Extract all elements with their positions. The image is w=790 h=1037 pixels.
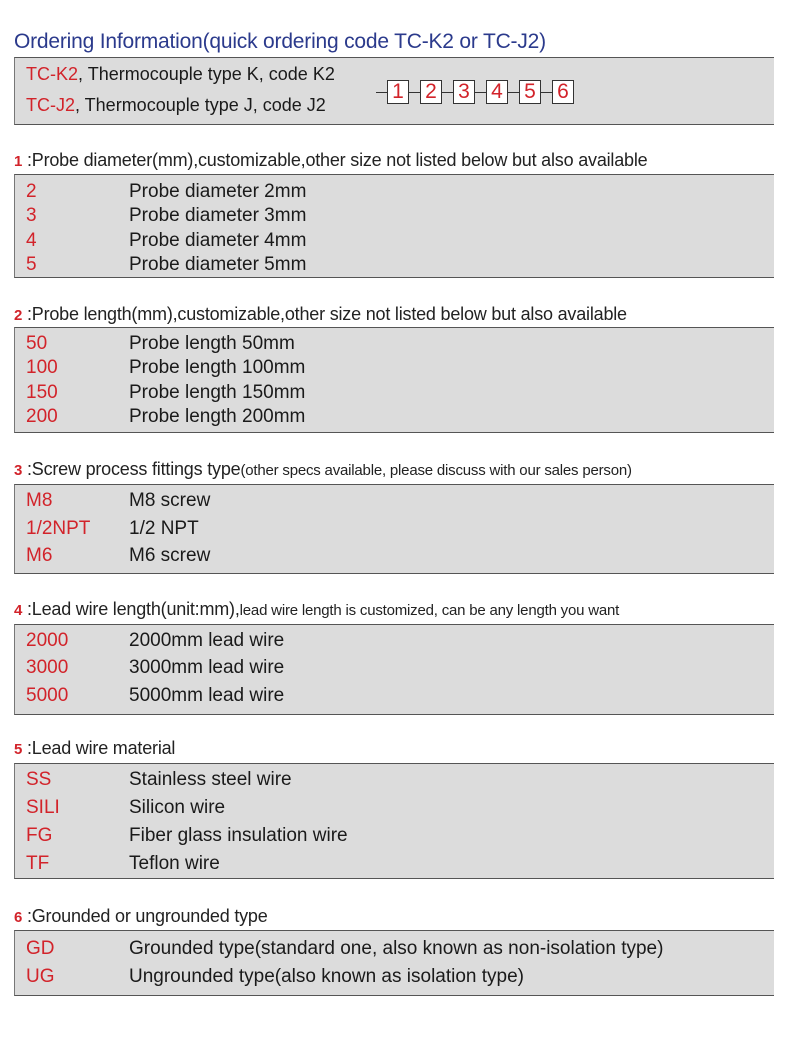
option-code: SS	[26, 769, 52, 790]
option-code: M8	[26, 490, 53, 511]
section-4-header	[14, 599, 619, 620]
section-2-header	[14, 304, 627, 325]
option-desc: Ungrounded type(also known as isolation type)	[129, 966, 525, 987]
option-desc: Stainless steel wire	[129, 769, 292, 790]
option-desc: Probe length 150mm	[129, 382, 306, 403]
option-desc: Grounded type(standard one, also known as non-isolation type)	[129, 938, 664, 959]
option-desc: M8 screw	[129, 490, 211, 511]
option-desc: M6 screw	[129, 545, 211, 566]
section-3-box	[14, 484, 774, 574]
code-dash	[508, 92, 519, 93]
section-5-header	[14, 738, 175, 759]
quick-line-j2	[26, 95, 326, 116]
option-code: UG	[26, 966, 55, 987]
page-title: Ordering Information(quick ordering code TC-K2 or TC-J2)	[14, 30, 546, 53]
option-desc: 5000mm lead wire	[129, 685, 285, 706]
option-desc: Fiber glass insulation wire	[129, 825, 348, 846]
section-2-box	[14, 327, 774, 433]
option-code: M6	[26, 545, 53, 566]
option-code: 100	[26, 357, 58, 378]
option-code: 3	[26, 205, 37, 226]
section-3-note: (other specs available, please discuss with our sales person)	[240, 462, 632, 479]
option-code: SILI	[26, 797, 60, 818]
quick-code-j2: TC-J2	[26, 95, 75, 115]
option-desc: Probe diameter 3mm	[129, 205, 307, 226]
code-box-4: 4	[486, 80, 508, 104]
option-code: 200	[26, 406, 58, 427]
section-2-title: :Probe length(mm),customizable,other size not listed below but also available	[22, 304, 627, 324]
section-1-box	[14, 174, 774, 278]
section-6-header	[14, 906, 268, 927]
section-3-title: :Screw process fittings type	[22, 459, 241, 479]
option-desc: Probe diameter 4mm	[129, 230, 307, 251]
code-dash	[376, 92, 387, 93]
code-box-6: 6	[552, 80, 574, 104]
section-4-box	[14, 624, 774, 715]
quick-text-j2: , Thermocouple type J, code J2	[75, 95, 326, 115]
code-sequence	[376, 78, 574, 106]
section-1-title: :Probe diameter(mm),customizable,other size not listed below but also available	[22, 150, 648, 170]
option-code: 2	[26, 181, 37, 202]
option-code: 50	[26, 333, 48, 354]
option-desc: Probe length 100mm	[129, 357, 306, 378]
option-code: TF	[26, 853, 50, 874]
section-5-title: :Lead wire material	[22, 738, 176, 758]
option-code: 4	[26, 230, 37, 251]
quick-code-k2: TC-K2	[26, 64, 79, 84]
section-4-title: :Lead wire length(unit:mm),	[22, 599, 240, 619]
section-1-header	[14, 150, 647, 171]
code-dash	[475, 92, 486, 93]
code-dash	[541, 92, 552, 93]
code-dash	[409, 92, 420, 93]
option-code: 1/2NPT	[26, 518, 91, 539]
quick-text-k2: , Thermocouple type K, code K2	[78, 64, 335, 84]
option-code: 2000	[26, 630, 69, 651]
option-desc: 3000mm lead wire	[129, 657, 285, 678]
section-3-header	[14, 459, 632, 480]
option-code: 5000	[26, 685, 69, 706]
code-box-2: 2	[420, 80, 442, 104]
code-box-3: 3	[453, 80, 475, 104]
section-6-title: :Grounded or ungrounded type	[22, 906, 268, 926]
option-code: 3000	[26, 657, 69, 678]
option-desc: Probe diameter 2mm	[129, 181, 307, 202]
section-5-number: 5	[14, 741, 23, 758]
quick-line-k2	[26, 64, 335, 85]
option-desc: Probe length 200mm	[129, 406, 306, 427]
section-2-number: 2	[14, 307, 23, 324]
section-4-number: 4	[14, 602, 23, 619]
section-5-box	[14, 763, 774, 879]
option-code: 5	[26, 254, 37, 275]
code-dash	[442, 92, 453, 93]
option-desc: Probe diameter 5mm	[129, 254, 307, 275]
option-code: FG	[26, 825, 53, 846]
section-3-number: 3	[14, 462, 23, 479]
option-desc: 1/2 NPT	[129, 518, 199, 539]
section-6-number: 6	[14, 909, 23, 926]
option-code: GD	[26, 938, 55, 959]
option-desc: Silicon wire	[129, 797, 226, 818]
section-1-number: 1	[14, 153, 23, 170]
section-4-note: lead wire length is customized, can be any length you want	[239, 602, 620, 619]
option-desc: 2000mm lead wire	[129, 630, 285, 651]
option-code: 150	[26, 382, 58, 403]
option-desc: Probe length 50mm	[129, 333, 295, 354]
code-box-1: 1	[387, 80, 409, 104]
code-box-5: 5	[519, 80, 541, 104]
option-desc: Teflon wire	[129, 853, 220, 874]
